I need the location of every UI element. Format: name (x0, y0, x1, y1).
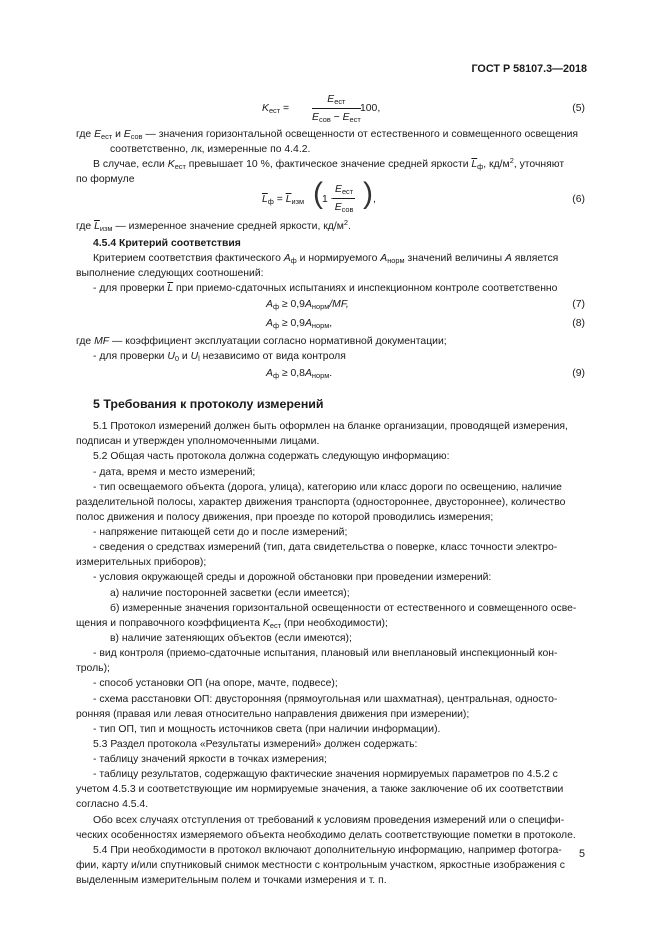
formula-9-number: (9) (572, 368, 585, 379)
text-line: - схема расстановки ОП: двусторонняя (прямоугольная или шахматная), центральная, односто- (93, 694, 558, 705)
text-line: - таблицу результатов, содержащую фактические значения нормируемых параметров по 4.5.2 с (93, 769, 558, 780)
text-line: полос движения и полосу движения, при проезде по которой проводились измерения; (76, 512, 494, 523)
document-header: ГОСТ Р 58107.3—2018 (471, 63, 587, 75)
paren-right: ) (363, 177, 373, 210)
text-line: - напряжение питающей сети до и после измерений; (93, 527, 348, 538)
formula-7-number: (7) (572, 299, 585, 310)
text-line: ческих особенностях измеряемого объекта необходимо делать соответствующие пометки в протоколе. (76, 830, 576, 841)
text-line: фии, карту и/или спутниковый снимок местности с контрольным участком, яркостные изображения с (76, 860, 565, 871)
page-number: 5 (578, 848, 585, 860)
text-line: согласно 4.5.4. (76, 799, 149, 810)
text-line: а) наличие посторонней засветки (если имеется); (110, 588, 350, 599)
formula-5-lhs: $K_{ест}$ = (262, 103, 290, 115)
paren-left: ( (313, 177, 323, 210)
text-line: - для проверки $\overline{L}$ при приемо-сдаточных испытаниях и инспекционном контроле соответственно (93, 283, 558, 294)
formula-7: $A_ф \ge 0,9A_{норм}/MF$, (266, 299, 349, 311)
formula-5-tail: 100, (360, 103, 381, 114)
text-line: где MF — коэффициент эксплуатации согласно нормативной документации; (76, 336, 447, 347)
text-line: где $E_{ест}$ и $E_{сов}$ — значения горизонтальной освещенности от естественного и совмещенного освещения (76, 129, 579, 141)
text-line: выделенным измерительным полем и точками измерения и т. п. (76, 875, 387, 886)
text-line: подписан и утвержден уполномоченными лицами. (76, 436, 320, 447)
text-line: троль); (76, 663, 110, 674)
text-line: по формуле (76, 174, 135, 185)
formula-6-number: (6) (572, 194, 585, 205)
formula-5-fraction: $E_{ест}$ $E_{сов} - E_{ест}$ (312, 94, 361, 125)
text-line: где $\overline{L}_{изм}$ — измеренное значение средней яркости, $кд/м^2$. (76, 218, 351, 233)
formula-6-fraction: $E_{ест}$ $E_{сов}$ (334, 184, 354, 215)
text-line: - способ установки ОП (на опоре, мачте, подвесе); (93, 678, 338, 689)
formula-6-tail: , (373, 194, 376, 205)
text-line: - дата, время и место измерений; (93, 467, 256, 478)
text-line: В случае, если $K_{ест}$ превышает 10 %, фактическое значение средней яркости $\overline{L}_ф$, $кд/м^2$, уточняют (93, 156, 565, 171)
text-line: - тип освещаемого объекта (дорога, улица), категорию или класс дороги по освещению, наличие (93, 482, 562, 493)
text-line: щения и поправочного коэффициента $K_{ест}$ (при необходимости); (76, 618, 388, 630)
text-line: - таблицу значений яркости в точках измерения; (93, 754, 327, 765)
text-line: ронняя (правая или левая относительно направления движения при измерении); (76, 709, 470, 720)
text-line: - сведения о средствах измерений (тип, дата свидетельства о поверке, класс точности электро- (93, 542, 558, 553)
text-line: Критерием соответствия фактического $A_ф$ и нормируемого $A_{норм}$ значений величины A является (93, 253, 559, 265)
text-line: - для проверки $U_0$ и $U_l$ независимо от вида контроля (93, 351, 346, 363)
text-line: - условия окружающей среды и дорожной обстановки при проведении измерений: (93, 572, 492, 583)
text-line: разделительной полосы, характер движения транспорта (одностороннее, двустороннее), количество (76, 497, 566, 508)
text-line: 5.3 Раздел протокола «Результаты измерений» должен содержать: (93, 739, 418, 750)
text-line: 5.4 При необходимости в протокол включают дополнительную информацию, например фотогра- (93, 845, 562, 856)
formula-9: $A_ф \ge 0,8A_{норм}$. (266, 368, 333, 380)
text-line: измерительных приборов); (76, 557, 207, 568)
formula-8-number: (8) (572, 318, 585, 329)
text-line: в) наличие затеняющих объектов (если имеются); (110, 633, 352, 644)
text-line: 5.2 Общая часть протокола должна содержать следующую информацию: (93, 451, 450, 462)
formula-8: $A_ф \ge 0,9A_{норм}$, (266, 318, 333, 330)
text-line: соответственно, лк, измеренные по 4.4.2. (110, 144, 311, 155)
text-line: учетом 4.5.3 и соответствующие им нормируемые значения, а также заключение об их соответствии (76, 784, 564, 795)
text-line: - тип ОП, тип и мощность источников света (при наличии информации). (93, 724, 441, 735)
text-line: - вид контроля (приемо-сдаточные испытания, плановый или внеплановый инспекционный кон- (93, 648, 558, 659)
text-line: б) измеренные значения горизонтальной освещенности от естественного и совмещенного осве- (110, 603, 577, 614)
formula-6-one: 1 − (322, 194, 337, 205)
text-line: Обо всех случаях отступления от требований к условиям проведения измерений или о специфи- (93, 815, 565, 826)
formula-6-lhs: $\overline{L}_ф = \overline{L}_{изм}$ (262, 194, 305, 206)
formula-5-number: (5) (572, 103, 585, 114)
text-line: выполнение следующих соотношений: (76, 268, 264, 279)
text-line: 5.1 Протокол измерений должен быть оформлен на бланке организации, проводящей измерения, (93, 421, 568, 432)
section-heading-5: 5 Требования к протоколу измерений (93, 397, 324, 411)
section-heading-4-5-4: 4.5.4 Критерий соответствия (93, 238, 241, 249)
